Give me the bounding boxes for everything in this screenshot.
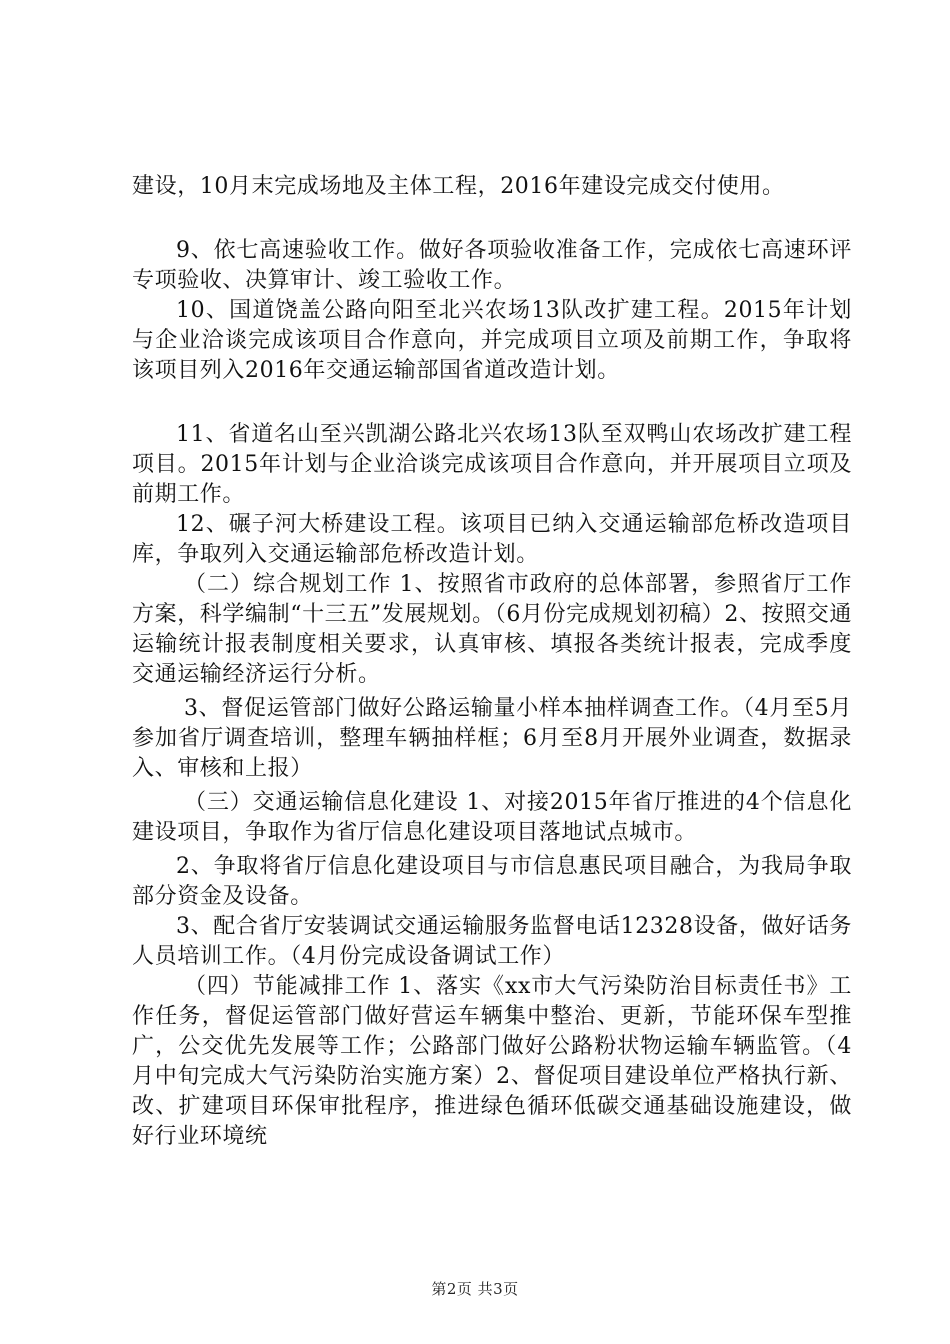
paragraph-section-planning: （二）综合规划工作 1、按照省市政府的总体部署，参照省厅工作方案，科学编制“十三五”发展规划。（6月份完成规划初稿）2、按照交通运输统计报表制度相关要求，认真审核、填报各类统计报表，完成季度交通运输经济运行分析。: [132, 572, 852, 687]
paragraph-item-9: 9、依七高速验收工作。做好各项验收准备工作，完成依七高速环评专项验收、决算审计、竣工验收工作。: [132, 238, 852, 293]
document-body: [132, 172, 852, 1152]
paragraph-funding: 2、争取将省厅信息化建设项目与市信息惠民项目融合，为我局争取部分资金及设备。: [132, 854, 852, 909]
paragraph-item-12: 12、碾子河大桥建设工程。该项目已纳入交通运输部危桥改造项目库，争取列入交通运输部危桥改造计划。: [132, 512, 852, 567]
paragraph-survey: 3、督促运管部门做好公路运输量小样本抽样调查工作。（4月至5月参加省厅调查培训，整理车辆抽样框；6月至8月开展外业调查，数据录入、审核和上报）: [132, 696, 852, 781]
paragraph-item-10: 10、国道饶盖公路向阳至北兴农场13队改扩建工程。2015年计划与企业洽谈完成该项目合作意向，并完成项目立项及前期工作，争取将该项目列入2016年交通运输部国省道改造计划。: [132, 298, 852, 383]
paragraph-item-11: 11、省道名山至兴凯湖公路北兴农场13队至双鸭山农场改扩建工程项目。2015年计划与企业洽谈完成该项目合作意向，并开展项目立项及前期工作。: [132, 422, 852, 507]
paragraph-continuation: 建设，10月末完成场地及主体工程，2016年建设完成交付使用。: [132, 174, 785, 199]
paragraph-hotline: 3、配合省厅安装调试交通运输服务监督电话12328设备，做好话务人员培训工作。（4月份完成设备调试工作）: [132, 914, 852, 969]
page-number-footer: 第2页 共3页: [431, 1280, 519, 1298]
paragraph-section-informatization: （三）交通运输信息化建设 1、对接2015年省厅推进的4个信息化建设项目，争取作为省厅信息化建设项目落地试点城市。: [132, 790, 852, 845]
paragraph-section-energy: （四）节能减排工作 1、落实《xx市大气污染防治目标责任书》工作任务，督促运管部门做好营运车辆集中整治、更新，节能环保车型推广，公交优先发展等工作；公路部门做好公路粉状物运输车辆监管。（4月中旬完成大气污染防治实施方案）2、督促项目建设单位严格执行新、改、扩建项目环保审批程序，推进绿色循环低碳交通基础设施建设，做好行业环境统: [132, 974, 852, 1149]
